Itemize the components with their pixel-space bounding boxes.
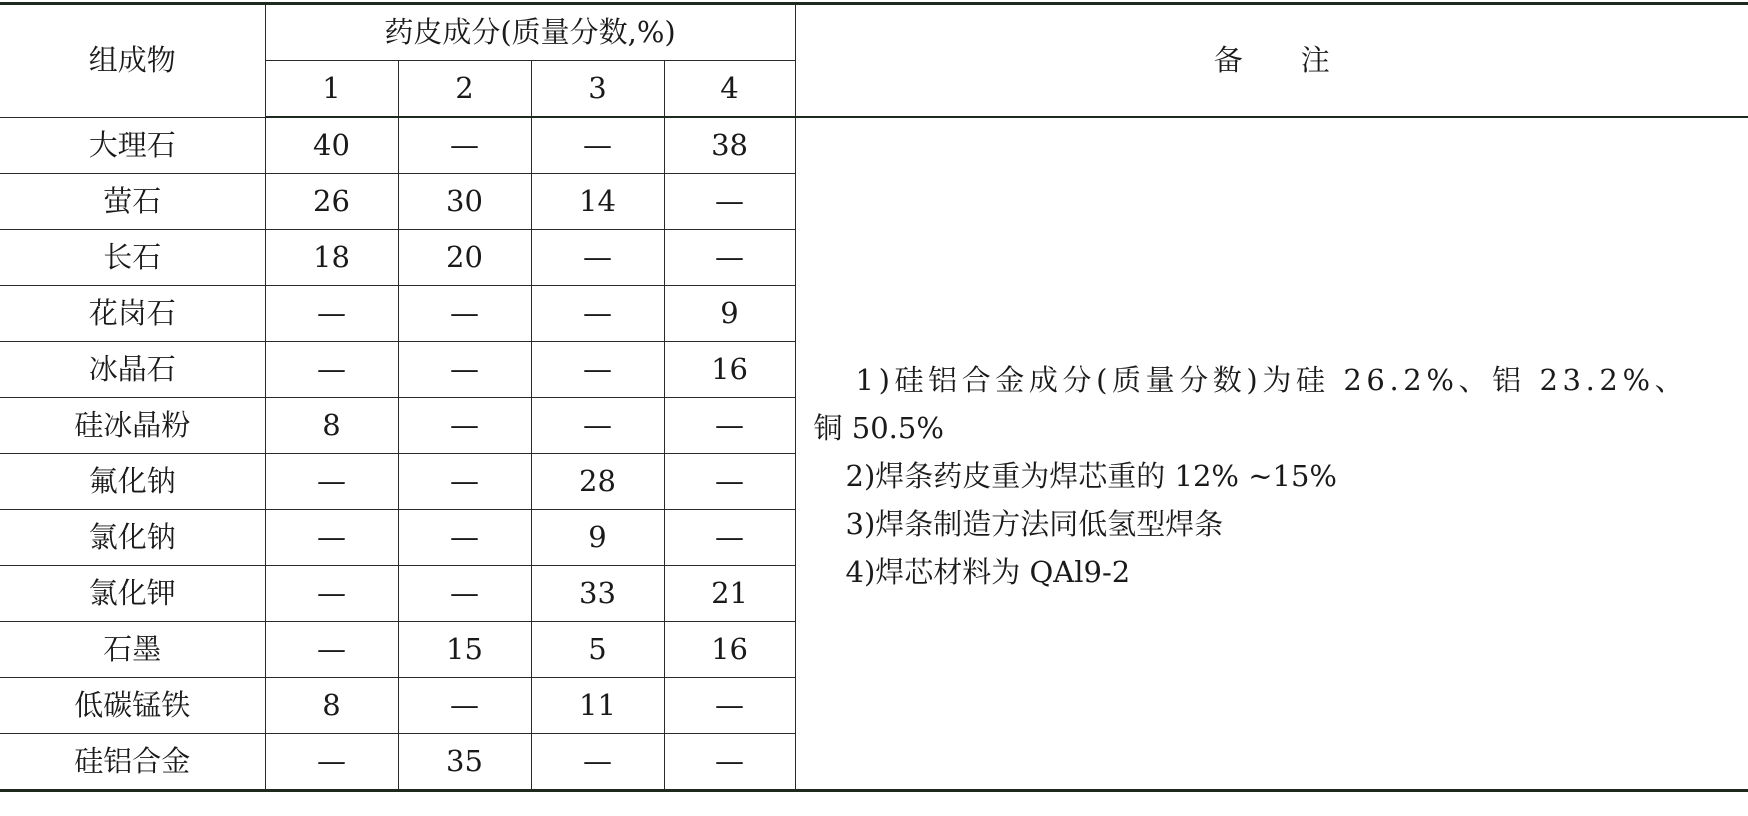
component-name: 氯化钠 — [0, 510, 265, 566]
value-cell: — — [398, 286, 531, 342]
value-cell: — — [265, 454, 398, 510]
component-header: 组成物 — [0, 4, 265, 118]
value-cell: — — [531, 230, 664, 286]
value-cell: 21 — [664, 566, 795, 622]
value-cell: — — [664, 174, 795, 230]
component-name: 冰晶石 — [0, 342, 265, 398]
component-name: 石墨 — [0, 622, 265, 678]
value-cell: — — [398, 678, 531, 734]
value-cell: — — [664, 398, 795, 454]
value-cell: — — [664, 734, 795, 791]
value-cell: 35 — [398, 734, 531, 791]
value-cell: — — [398, 454, 531, 510]
value-cell: — — [398, 117, 531, 174]
value-cell: 15 — [398, 622, 531, 678]
value-cell: — — [265, 734, 398, 791]
value-cell: — — [265, 286, 398, 342]
component-name: 大理石 — [0, 117, 265, 174]
value-cell: — — [664, 454, 795, 510]
component-name: 萤石 — [0, 174, 265, 230]
value-cell: — — [398, 566, 531, 622]
value-cell: 9 — [664, 286, 795, 342]
remarks-header: 备 注 — [795, 4, 1748, 118]
component-name: 硅铝合金 — [0, 734, 265, 791]
value-cell: 18 — [265, 230, 398, 286]
component-name: 低碳锰铁 — [0, 678, 265, 734]
composition-header: 药皮成分(质量分数,%) — [265, 4, 795, 61]
value-cell: — — [664, 678, 795, 734]
value-cell: 8 — [265, 678, 398, 734]
value-cell: — — [531, 342, 664, 398]
value-cell: — — [531, 117, 664, 174]
value-cell: — — [265, 622, 398, 678]
electrode-coating-table — [0, 2, 1748, 792]
value-cell: 20 — [398, 230, 531, 286]
value-cell: 30 — [398, 174, 531, 230]
remark-note-2: 2)焊条药皮重为焊芯重的 12% ~15% — [845, 459, 1337, 493]
formula-number-2: 2 — [398, 61, 531, 118]
formula-number-3: 3 — [531, 61, 664, 118]
remark-note-4: 4)焊芯材料为 QAl9-2 — [845, 555, 1131, 589]
remark-note-1-continued: 铜 50.5% — [813, 411, 944, 445]
value-cell: — — [398, 510, 531, 566]
value-cell: 33 — [531, 566, 664, 622]
value-cell: 26 — [265, 174, 398, 230]
value-cell: — — [531, 398, 664, 454]
table-row — [0, 117, 1748, 174]
formula-number-4: 4 — [664, 61, 795, 118]
remark-note-1: 1)硅铝合金成分(质量分数)为硅 26.2%、铝 23.2%、 — [855, 363, 1689, 397]
remarks-notes — [796, 356, 1748, 596]
value-cell: 28 — [531, 454, 664, 510]
value-cell: — — [265, 566, 398, 622]
component-name: 硅冰晶粉 — [0, 398, 265, 454]
value-cell: — — [265, 510, 398, 566]
value-cell: 38 — [664, 117, 795, 174]
component-name: 氯化钾 — [0, 566, 265, 622]
value-cell: — — [398, 398, 531, 454]
value-cell: — — [265, 342, 398, 398]
value-cell: 40 — [265, 117, 398, 174]
component-name: 长石 — [0, 230, 265, 286]
value-cell: — — [531, 734, 664, 791]
remarks-cell — [795, 117, 1748, 791]
value-cell: 16 — [664, 342, 795, 398]
value-cell: — — [531, 286, 664, 342]
remark-note-3: 3)焊条制造方法同低氢型焊条 — [845, 507, 1224, 541]
value-cell: — — [398, 342, 531, 398]
value-cell: — — [664, 510, 795, 566]
value-cell: 9 — [531, 510, 664, 566]
component-name: 氟化钠 — [0, 454, 265, 510]
component-name: 花岗石 — [0, 286, 265, 342]
value-cell: 8 — [265, 398, 398, 454]
value-cell: 5 — [531, 622, 664, 678]
formula-number-1: 1 — [265, 61, 398, 118]
value-cell: — — [664, 230, 795, 286]
value-cell: 11 — [531, 678, 664, 734]
value-cell: 16 — [664, 622, 795, 678]
value-cell: 14 — [531, 174, 664, 230]
